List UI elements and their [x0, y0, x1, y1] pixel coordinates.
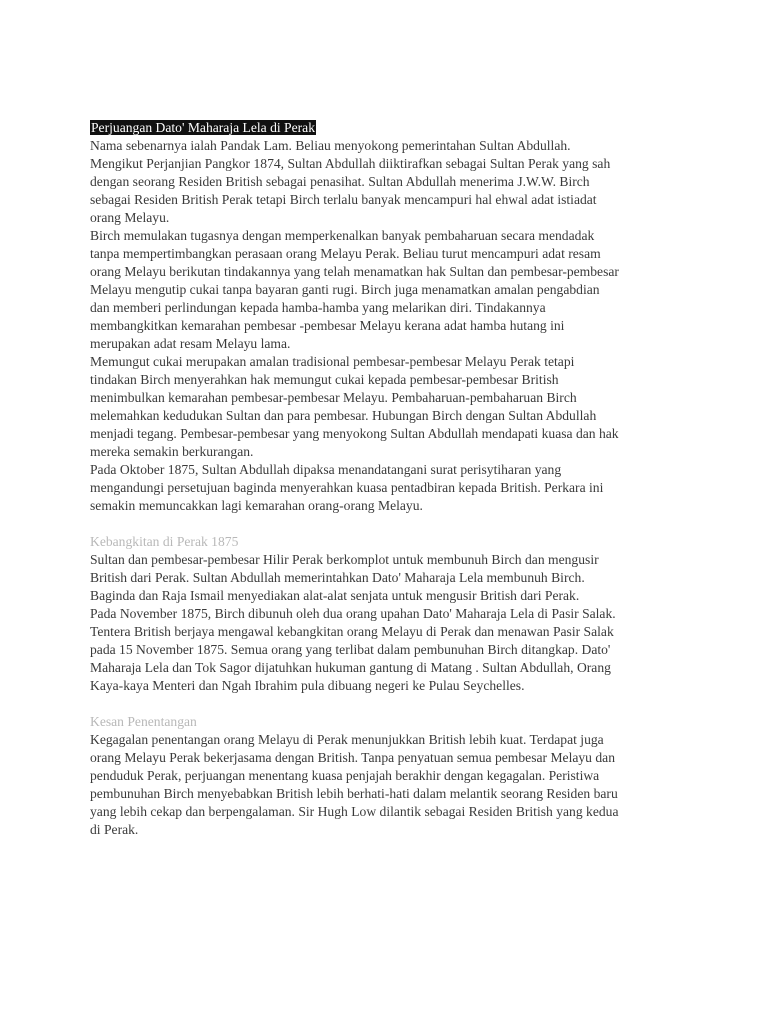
section-spacer — [90, 695, 690, 713]
section-kebangkitan — [90, 533, 690, 695]
text-line: Sultan dan pembesar-pembesar Hilir Perak berkomplot untuk membunuh Birch dan mengusir — [90, 552, 599, 567]
text-line: Mengikut Perjanjian Pangkor 1874, Sultan Abdullah diiktirafkan sebagai Sultan Perak yang sah — [90, 156, 611, 171]
document-page — [90, 119, 690, 839]
text-line: melemahkan kedudukan Sultan dan para pembesar. Hubungan Birch dengan Sultan Abdullah — [90, 408, 597, 423]
text-line: Pada November 1875, Birch dibunuh oleh dua orang upahan Dato' Maharaja Lela di Pasir Salak. — [90, 606, 616, 621]
text-line: semakin memuncakkan lagi kemarahan orang-orang Melayu. — [90, 498, 423, 513]
text-line: Baginda dan Raja Ismail menyediakan alat-alat senjata untuk mengusir British dari Perak. — [90, 588, 580, 603]
document-title-row — [90, 119, 690, 137]
paragraph — [90, 137, 690, 227]
text-line: membangkitkan kemarahan pembesar -pembesar Melayu kerana adat hamba hutang ini — [90, 318, 565, 333]
paragraph — [90, 353, 690, 461]
document-title[interactable]: Perjuangan Dato' Maharaja Lela di Perak — [91, 120, 316, 135]
text-line: penduduk Perak, perjuangan menentang kuasa penjajah berakhir dengan kegagalan. Peristiwa — [90, 768, 600, 783]
text-line: Kegagalan penentangan orang Melayu di Perak menunjukkan British lebih kuat. Terdapat juga — [90, 732, 604, 747]
text-line: Pada Oktober 1875, Sultan Abdullah dipaksa menandatangani surat perisytiharan yang — [90, 462, 562, 477]
text-line: Kaya-kaya Menteri dan Ngah Ibrahim pula dibuang negeri ke Pulau Seychelles. — [90, 678, 525, 693]
text-line: Tentera British berjaya mengawal kebangkitan orang Melayu di Perak dan menawan Pasir Salak — [90, 624, 614, 639]
text-line: sebagai Residen British Perak tetapi Birch terlalu banyak mencampuri hal ehwal adat istiadat — [90, 192, 597, 207]
text-line: Memungut cukai merupakan amalan tradisional pembesar-pembesar Melayu Perak tetapi — [90, 354, 575, 369]
text-line: yang lebih cekap dan berpengalaman. Sir Hugh Low dilantik sebagai Residen British yang kedua — [90, 804, 619, 819]
text-line: mereka semakin berkurangan. — [90, 444, 254, 459]
section-spacer — [90, 515, 690, 533]
text-line: orang Melayu. — [90, 210, 170, 225]
paragraph — [90, 461, 690, 515]
text-line: merupakan adat resam Melayu lama. — [90, 336, 291, 351]
text-line: di Perak. — [90, 822, 139, 837]
text-line: Nama sebenarnya ialah Pandak Lam. Beliau menyokong pemerintahan Sultan Abdullah. — [90, 138, 571, 153]
section-kesan — [90, 713, 690, 839]
text-line: orang Melayu berikutan tindakannya yang telah menamatkan hak Sultan dan pembesar-pembesar — [90, 264, 619, 279]
text-line: menjadi tegang. Pembesar-pembesar yang menyokong Sultan Abdullah mendapati kuasa dan hak — [90, 426, 619, 441]
paragraph — [90, 731, 690, 839]
section-heading: Kesan Penentangan — [90, 714, 197, 729]
paragraph — [90, 227, 690, 353]
text-line: orang Melayu Perak bekerjasama dengan British. Tanpa penyatuan semua pembesar Melayu dan — [90, 750, 615, 765]
section-heading: Kebangkitan di Perak 1875 — [90, 534, 239, 549]
text-line: Birch memulakan tugasnya dengan memperkenalkan banyak pembaharuan secara mendadak — [90, 228, 595, 243]
text-line: dan memberi perlindungan kepada hamba-hamba yang melarikan diri. Tindakannya — [90, 300, 546, 315]
section-intro — [90, 137, 690, 515]
text-line: mengandungi persetujuan baginda menyerahkan kuasa pentadbiran kepada British. Perkara ini — [90, 480, 604, 495]
text-line: menimbulkan kemarahan pembesar-pembesar Melayu. Pembaharuan-pembaharuan Birch — [90, 390, 577, 405]
paragraph — [90, 551, 690, 695]
text-line: tanpa mempertimbangkan perasaan orang Melayu Perak. Beliau turut mencampuri adat resam — [90, 246, 601, 261]
text-line: tindakan Birch menyerahkan hak memungut cukai kepada pembesar-pembesar British — [90, 372, 559, 387]
text-line: dengan seorang Residen British sebagai penasihat. Sultan Abdullah menerima J.W.W. Birch — [90, 174, 590, 189]
text-line: pada 15 November 1875. Semua orang yang terlibat dalam pembunuhan Birch ditangkap. Dato' — [90, 642, 611, 657]
text-line: Maharaja Lela dan Tok Sagor dijatuhkan hukuman gantung di Matang . Sultan Abdullah, Orang — [90, 660, 611, 675]
text-line: British dari Perak. Sultan Abdullah memerintahkan Dato' Maharaja Lela membunuh Birch. — [90, 570, 585, 585]
text-line: pembunuhan Birch menyebabkan British lebih berhati-hati dalam melantik seorang Residen baru — [90, 786, 618, 801]
text-line: Melayu mengutip cukai tanpa bayaran ganti rugi. Birch juga menamatkan amalan pengabdian — [90, 282, 600, 297]
